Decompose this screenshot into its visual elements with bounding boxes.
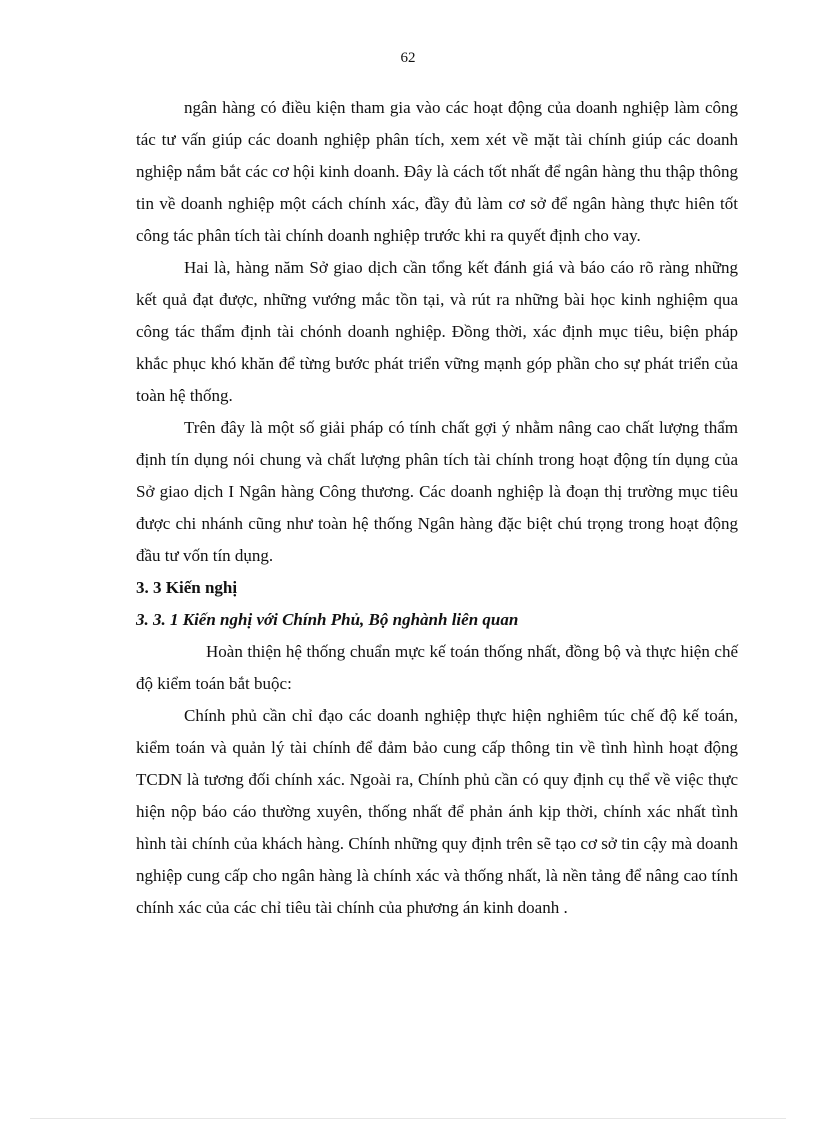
document-body (136, 92, 738, 924)
paragraph-4: Hoàn thiện hệ thống chuẩn mực kế toán thống nhất, đồng bộ và thực hiện chế độ kiểm toán bắt buộc: (136, 642, 738, 693)
section-heading: 3. 3 Kiến nghị (136, 578, 238, 597)
paragraph-3: Trên đây là một số giải pháp có tính chất gợi ý nhằm nâng cao chất lượng thẩm định tín dụng nói chung và chất lượng phân tích tài chính trong hoạt động tín dụng của Sở giao dịch I Ngân hàng Công thương. Các doanh nghiệp là đoạn thị trường mục tiêu được chi nhánh cũng như toàn hệ thống Ngân hàng đặc biệt chú trọng trong hoạt động đầu tư vốn tín dụng. (136, 418, 738, 565)
paragraph-2: Hai là, hàng năm Sở giao dịch cần tổng kết đánh giá và báo cáo rõ ràng những kết quả đạt được, những vướng mắc tồn tại, và rút ra những bài học kinh nghiệm qua công tác thẩm định tài chónh doanh nghiệp. Đồng thời, xác định mục tiêu, biện pháp khắc phục khó khăn để từng bước phát triển vững mạnh góp phần cho sự phát triển của toàn hệ thống. (136, 258, 738, 405)
paragraph-1: ngân hàng có điều kiện tham gia vào các hoạt động của doanh nghiệp làm công tác tư vấn giúp các doanh nghiệp phân tích, xem xét về mặt tài chính giúp các doanh nghiệp nắm bắt các cơ hội kinh doanh. Đây là cách tốt nhất để ngân hàng thu thập thông tin về doanh nghiệp một cách chính xác, đầy đủ làm cơ sở để ngân hàng thực hiên tốt công tác phân tích tài chính doanh nghiệp trước khi ra quyết định cho vay. (136, 98, 738, 245)
page-bottom-divider (30, 1118, 786, 1119)
subsection-heading: 3. 3. 1 Kiến nghị với Chính Phủ, Bộ nghành liên quan (136, 610, 519, 629)
paragraph-5: Chính phủ cần chỉ đạo các doanh nghiệp thực hiện nghiêm túc chế độ kế toán, kiểm toán và quản lý tài chính để đảm bảo cung cấp thông tin về tình hình hoạt động TCDN là tương đối chính xác. Ngoài ra, Chính phủ cần có quy định cụ thể về việc thực hiện nộp báo cáo thường xuyên, thống nhất để phản ánh kịp thời, chính xác nhất tình hình tài chính của khách hàng. Chính những quy định trên sẽ tạo cơ sở tin cậy mà doanh nghiệp cung cấp cho ngân hàng là chính xác và thống nhất, là nền tảng để nâng cao tính chính xác của các chỉ tiêu tài chính của phương án kinh doanh . (136, 706, 738, 917)
page-number: 62 (400, 50, 416, 66)
